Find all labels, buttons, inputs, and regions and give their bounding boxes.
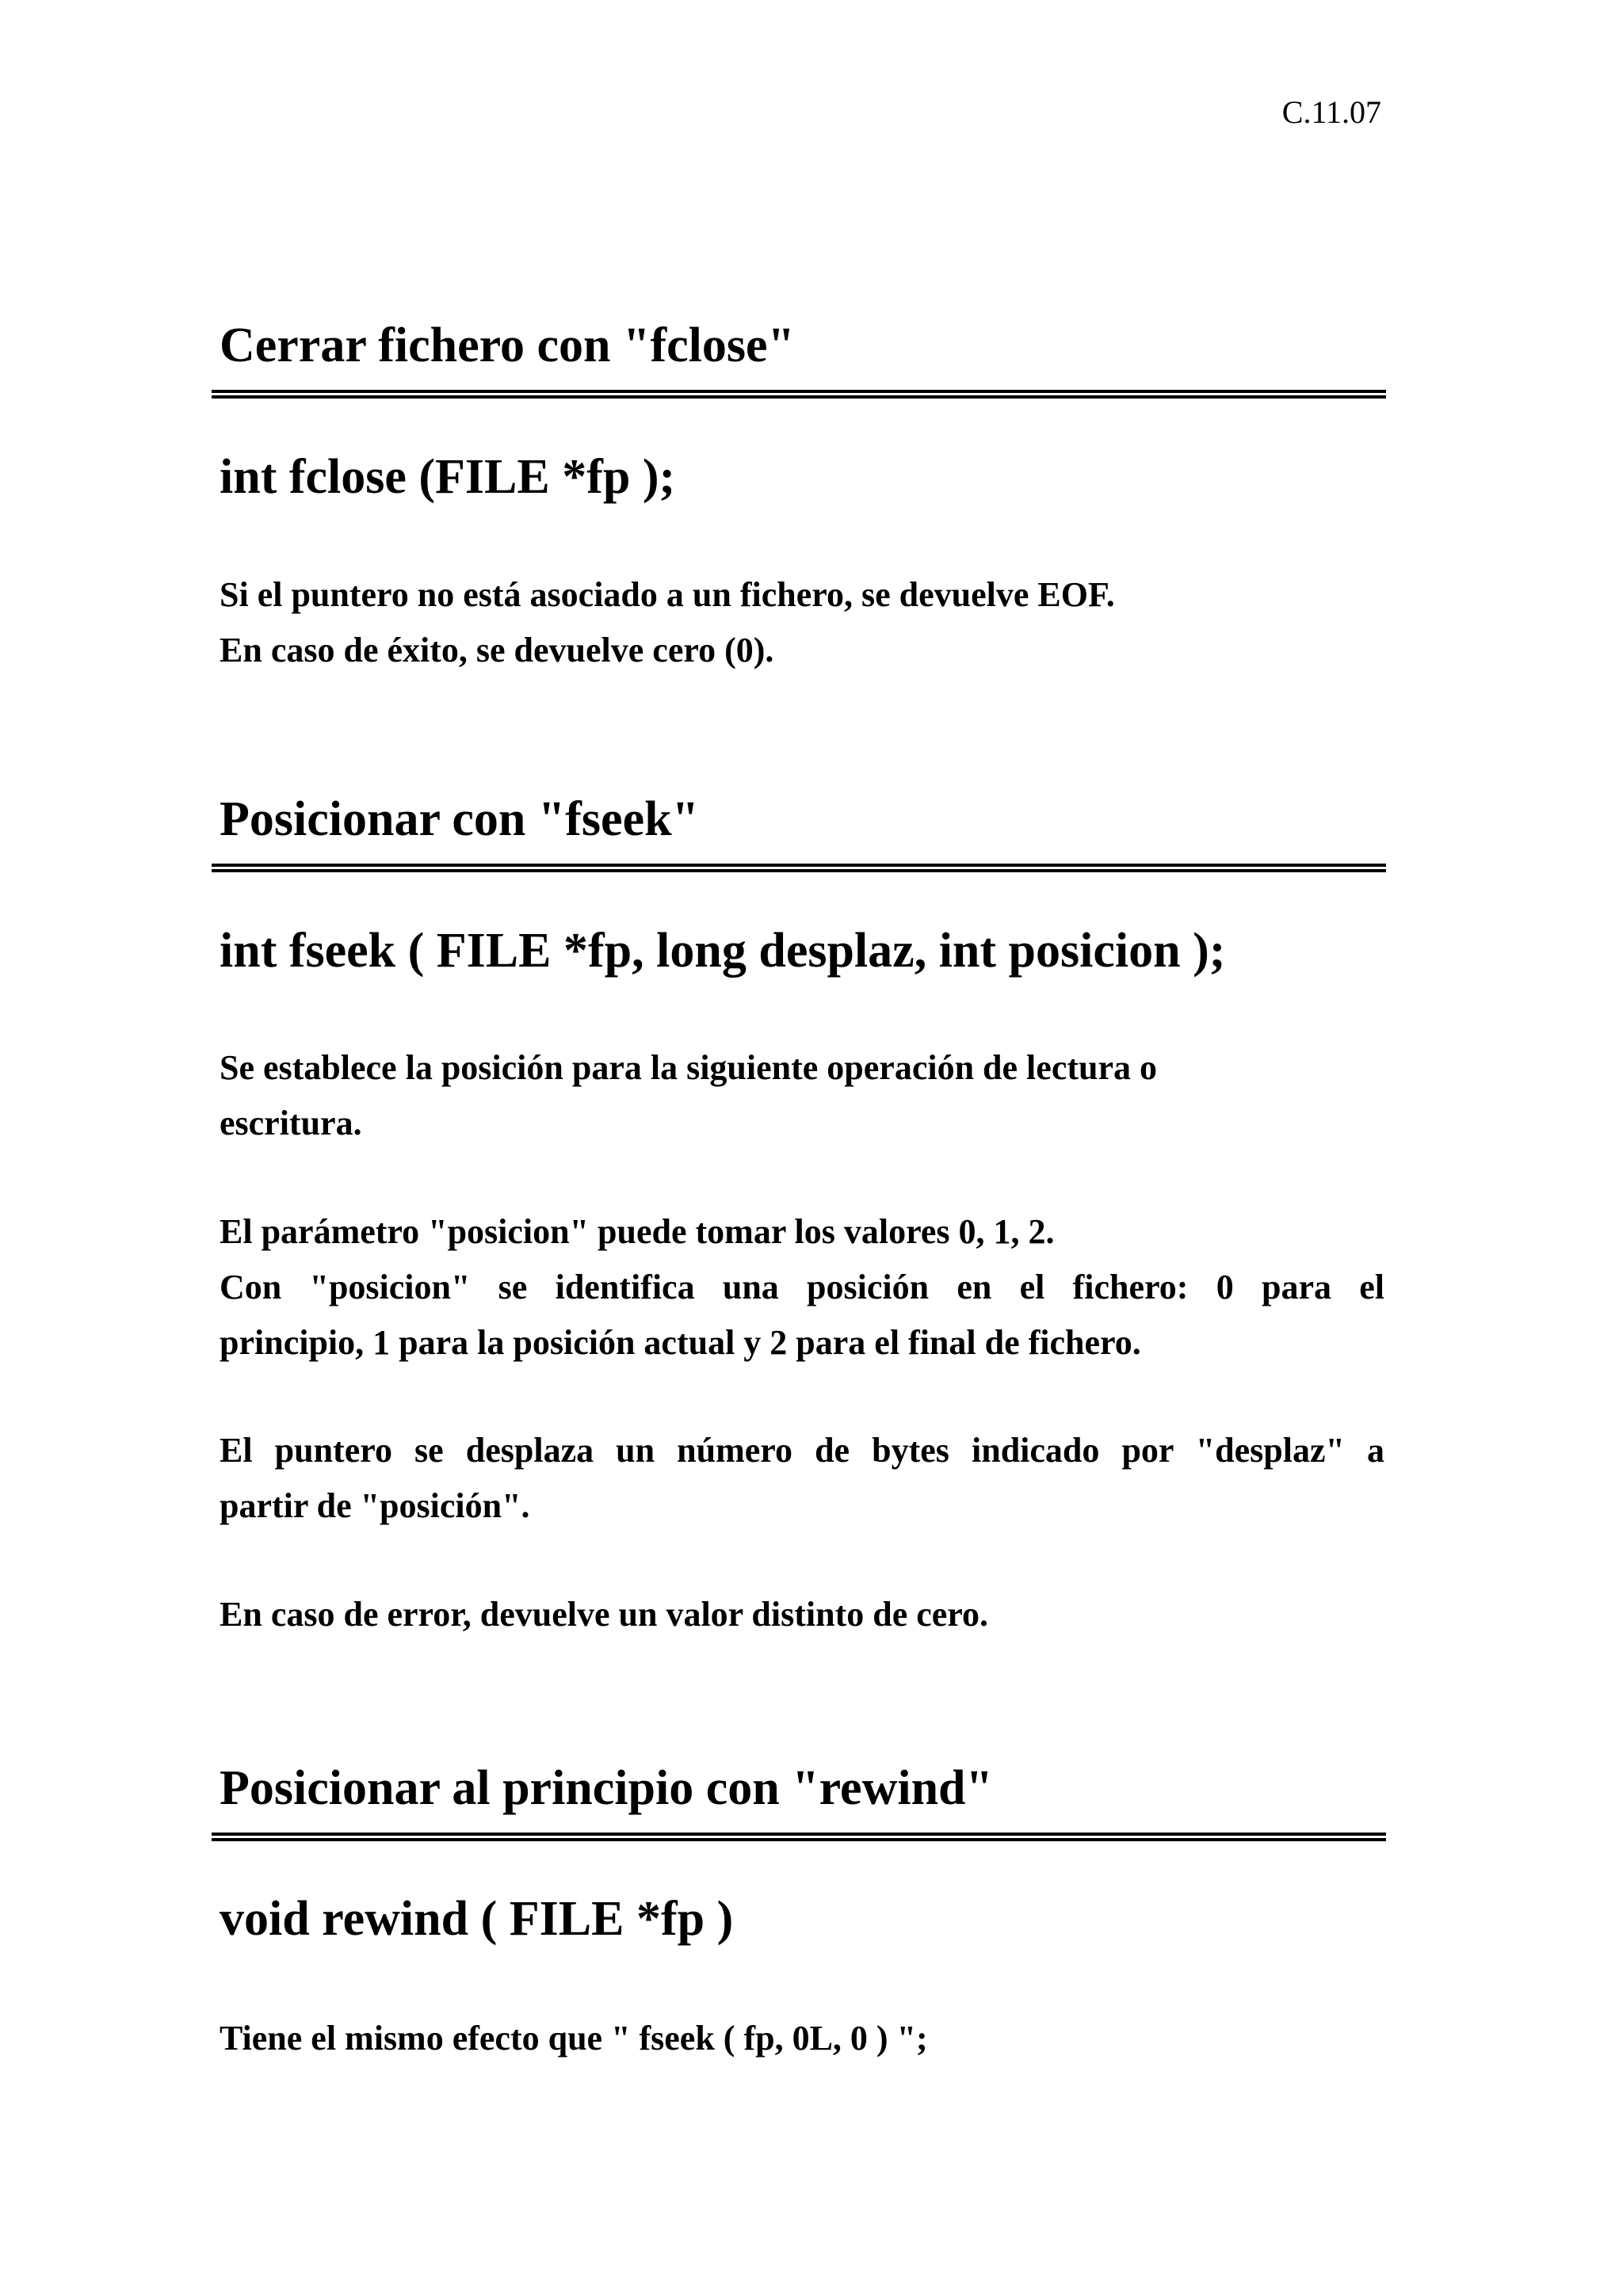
paragraph xyxy=(220,1423,1384,1534)
paragraph-line: Se establece la posición para la siguiente operación de lectura o xyxy=(220,1048,1157,1087)
paragraph-line: En caso de éxito, se devuelve cero (0). xyxy=(220,631,774,669)
function-signature: int fclose (FILE *fp ); xyxy=(220,450,676,504)
paragraph-line: Con "posicion" se identifica una posición en el fichero: 0 para el xyxy=(220,1268,1384,1306)
function-signature: void rewind ( FILE *fp ) xyxy=(220,1892,734,1946)
section-heading: Posicionar con "fseek" xyxy=(220,792,699,846)
paragraph-line: principio, 1 para la posición actual y 2 para el final de fichero. xyxy=(220,1323,1141,1362)
double-rule-divider xyxy=(212,1833,1386,1841)
double-rule-divider xyxy=(212,390,1386,399)
double-rule-divider xyxy=(212,864,1386,872)
paragraph xyxy=(220,1587,1384,1642)
paragraph-line: Tiene el mismo efecto que " fseek ( fp, 0L, 0 ) "; xyxy=(220,2019,928,2058)
paragraph xyxy=(220,2011,1384,2066)
paragraph-line: escritura. xyxy=(220,1104,362,1142)
paragraph-line: En caso de error, devuelve un valor distinto de cero. xyxy=(220,1595,989,1634)
section-heading: Cerrar fichero con "fclose" xyxy=(220,318,795,372)
paragraph-line: Si el puntero no está asociado a un fichero, se devuelve EOF. xyxy=(220,575,1115,614)
paragraph xyxy=(220,567,1384,678)
paragraph xyxy=(220,1040,1384,1151)
paragraph xyxy=(220,1204,1384,1371)
section-heading: Posicionar al principio con "rewind" xyxy=(220,1761,993,1815)
paragraph-line: partir de "posición". xyxy=(220,1486,530,1525)
paragraph-line: El parámetro "posicion" puede tomar los valores 0, 1, 2. xyxy=(220,1212,1055,1251)
page-number: C.11.07 xyxy=(1281,94,1381,130)
function-signature: int fseek ( FILE *fp, long desplaz, int posicion ); xyxy=(220,924,1226,978)
paragraph-line: El puntero se desplaza un número de bytes indicado por "desplaz" a xyxy=(220,1431,1384,1470)
